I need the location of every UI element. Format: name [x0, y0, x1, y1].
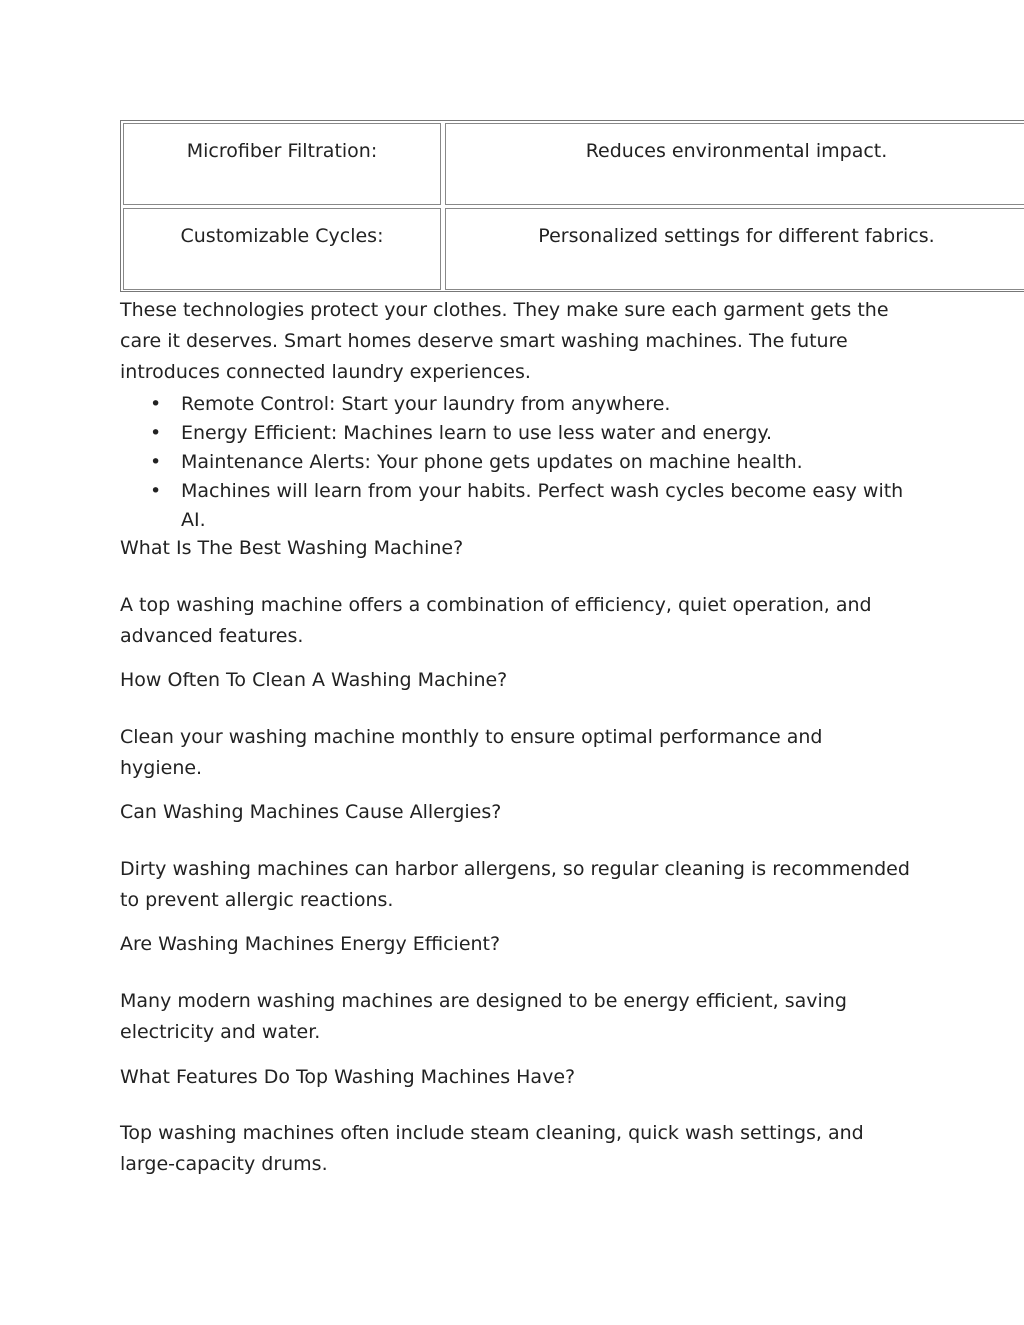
faq-question: Are Washing Machines Energy Efficient? [120, 933, 501, 955]
list-item [120, 448, 920, 477]
list-item [120, 390, 920, 419]
benefit-cell: Personalized settings for different fabrics. [445, 208, 1024, 290]
faq-question: How Often To Clean A Washing Machine? [120, 669, 508, 691]
faq-answer: Clean your washing machine monthly to ensure optimal performance and hygiene. [120, 726, 823, 779]
list-item-text: Remote Control: Start your laundry from anywhere. [181, 393, 671, 415]
feature-list [120, 390, 920, 535]
feature-table [120, 120, 1024, 292]
benefit-cell: Reduces environmental impact. [445, 123, 1024, 205]
list-item [120, 477, 920, 535]
list-item-text: Energy Efficient: Machines learn to use less water and energy. [181, 422, 773, 444]
intro-paragraph: These technologies protect your clothes. They make sure each garment gets the care it deserves. Smart homes deserve smart washing machines. The future introduces connected laundry experiences. [120, 299, 889, 383]
list-item-text: Maintenance Alerts: Your phone gets updates on machine health. [181, 451, 803, 473]
faq-answer: Many modern washing machines are designed to be energy efficient, saving electricity and water. [120, 990, 847, 1043]
faq-answer: Dirty washing machines can harbor allergens, so regular cleaning is recommended to prevent allergic reactions. [120, 858, 910, 911]
feature-cell: Microfiber Filtration: [123, 123, 441, 205]
bullet-icon: • [150, 422, 162, 444]
feature-cell: Customizable Cycles: [123, 208, 441, 290]
list-item [120, 419, 920, 448]
faq-answer: A top washing machine offers a combination of efficiency, quiet operation, and advanced features. [120, 594, 872, 647]
faq-question: What Features Do Top Washing Machines Have? [120, 1066, 576, 1088]
bullet-icon: • [150, 451, 162, 473]
faq-question: Can Washing Machines Cause Allergies? [120, 801, 502, 823]
list-item-text: Machines will learn from your habits. Perfect wash cycles become easy with AI. [181, 480, 904, 531]
bullet-icon: • [150, 480, 162, 502]
table-row [123, 123, 1024, 205]
faq-question: What Is The Best Washing Machine? [120, 537, 464, 559]
table-row [123, 208, 1024, 290]
bullet-icon: • [150, 393, 162, 415]
faq-answer: Top washing machines often include steam cleaning, quick wash settings, and large-capacity drums. [120, 1122, 864, 1175]
